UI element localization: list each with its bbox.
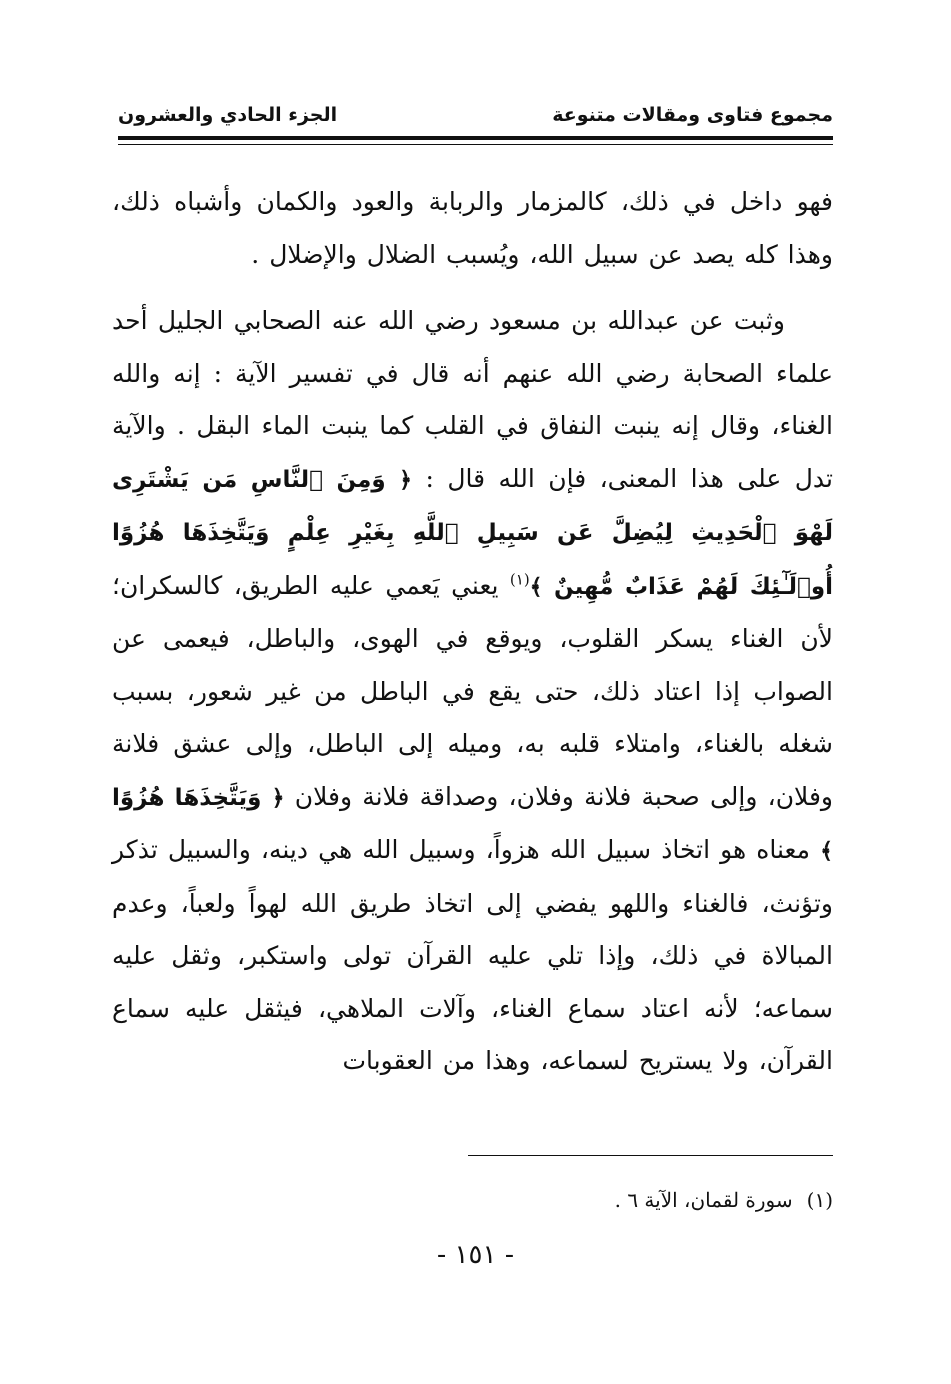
main-text [112,176,833,1088]
running-header [118,96,833,126]
page-number: - ١٥١ - [436,1240,515,1270]
quran-verse: وَمِنَ ٱلنَّاسِ مَن يَشْتَرِى لَهْوَ ٱلْحَدِيثِ لِيُضِلَّ عَن سَبِيلِ ٱللَّهِ بِغَيْرِ عِلْمٍ وَيَتَّخِذَهَا هُزُوًا أُو۟لَـٰٓئِكَ لَهُمْ عَذَابٌ مُّهِينٌ [112,466,833,600]
footnote-separator [468,1155,833,1156]
paragraph-1: فهو داخل في ذلك، كالمزمار والربابة والعود والكمان وأشباه ذلك، وهذا كله يصد عن سبيل الله، ويُسبب الضلال والإضلال . [112,187,833,269]
quran-fragment-close-bracket: ﴾ [820,838,833,864]
footnote-reference[interactable]: (١) [509,570,530,589]
paragraph-2-conclusion: معناه هو اتخاذ سبيل الله هزواً، وسبيل الله هي دينه، والسبيل تذكر وتؤنث، فالغناء واللهو يفضي إلى اتخاذ طريق الله لهواً ولعباً، وعدم المبالاة في ذلك، وإذا تلي عليه القرآن تولى واستكبر، وثقل عليه سماعه؛ لأنه اعتاد سماع الغناء، وآلات الملاهي، فيثقل عليه سماع القرآن، ولا يستريح لسماعه، وهذا من العقوبات [112,835,833,1075]
footnote-number: (١) [806,1188,833,1212]
paragraph-2-intro: وثبت عن عبدالله بن مسعود رضي الله عنه الصحابي الجليل أحد علماء الصحابة رضي الله عنهم أنه قال في تفسير الآية : إنه والله الغناء، وقال إنه ينبت النفاق في القلب كما ينبت الماء البقل . والآية تدل على هذا المعنى، فإن الله قال : [112,306,834,493]
quran-open-bracket: ﴿ [399,466,413,493]
footnote [615,1188,833,1212]
volume-title: الجزء الحادي والعشرون [118,104,338,126]
quran-fragment-open-bracket: ﴿ [271,784,285,811]
paragraph-2 [112,295,833,1088]
header-rule-thick [118,136,833,140]
footnote-text: سورة لقمان، الآية ٦ . [614,1188,793,1212]
quran-fragment: وَيَتَّخِذَهَا هُزُوًا [112,784,262,811]
paragraph-2-commentary: يعني يَعمي عليه الطريق، كالسكران؛ لأن الغناء يسكر القلوب، ويوقع في الهوى، والباطل، فيعمى عن الصواب إذا اعتاد ذلك، حتى يقع في الباطل من غير شعور، بسبب شغله بالغناء، وامتلاء قلبه به، وميله إلى الباطل، وإلى عشق فلانة وفلان، وإلى صحبة فلانة وفلان، وصداقة فلانة وفلان [112,570,833,811]
book-title: مجموع فتاوى ومقالات متنوعة [552,104,833,126]
header-rule-thin [118,144,833,145]
quran-close-bracket: ﴾ [529,573,543,600]
